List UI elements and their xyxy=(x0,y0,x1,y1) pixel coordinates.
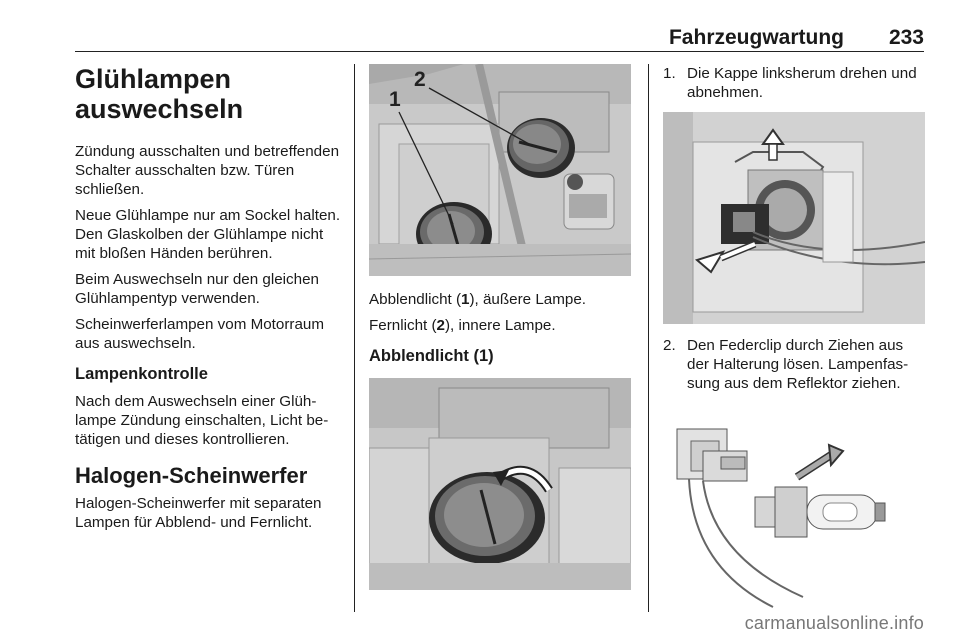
figure-bulb-removal xyxy=(663,407,925,619)
running-header-title: Fahrzeugwartung xyxy=(668,26,844,49)
paragraph-same-type: Beim Auswechseln nur den gleichen Glühlampentyp verwenden. xyxy=(75,271,319,307)
caption-high-beam: Fernlicht (2), innere Lampe. xyxy=(369,317,556,334)
column-2 xyxy=(369,64,635,590)
column-divider-1 xyxy=(354,64,355,612)
header-rule xyxy=(75,51,924,52)
column-1 xyxy=(75,64,343,539)
paragraph-engine-bay: Scheinwerferlampen vom Motorraum aus auswechseln. xyxy=(75,316,324,352)
column-3 xyxy=(663,64,927,619)
caption-low-beam: Abblendlicht (1), äußere Lampe. xyxy=(369,291,586,308)
figure-cap-removal xyxy=(663,112,925,324)
main-heading: Glühlampen auswechseln xyxy=(75,64,244,124)
section-heading-halogen: Halogen-Scheinwerfer xyxy=(75,463,308,488)
step-1: 1. Die Kappe linksherum drehen und abnehmen. xyxy=(663,65,917,101)
column-divider-2 xyxy=(648,64,649,612)
figure-low-beam-cap xyxy=(369,378,631,590)
page-number: 233 xyxy=(888,26,924,49)
watermark: carmanualsonline.info xyxy=(744,613,924,633)
paragraph-ignition: Zündung ausschalten und betreffenden Schalter ausschalten bzw. Türen schließen. xyxy=(75,143,340,198)
figure-label-1: 1 xyxy=(389,88,401,111)
figure-label-2: 2 xyxy=(414,68,426,91)
paragraph-handling: Neue Glühlampe nur am Sockel halten. Den Glaskolben der Glühlampe nicht mit bloßen Händen berühren. xyxy=(75,207,341,262)
paragraph-halogen: Halogen-Scheinwerfer mit separaten Lampen für Abblend- und Fernlicht. xyxy=(75,495,322,531)
step-2: 2. Den Federclip durch Ziehen aus der Halterung lösen. Lampenfassung aus dem Reflektor ziehen. xyxy=(663,337,909,392)
paragraph-lamp-check: Nach dem Auswechseln einer Glühlampe Zündung einschalten, Licht betätigen und dieses kontrollieren. xyxy=(75,393,329,448)
subheading-lamp-check: Lampenkontrolle xyxy=(75,365,208,383)
subheading-low-beam: Abblendlicht (1) xyxy=(369,347,494,365)
figure-headlamp-overview xyxy=(369,64,631,276)
